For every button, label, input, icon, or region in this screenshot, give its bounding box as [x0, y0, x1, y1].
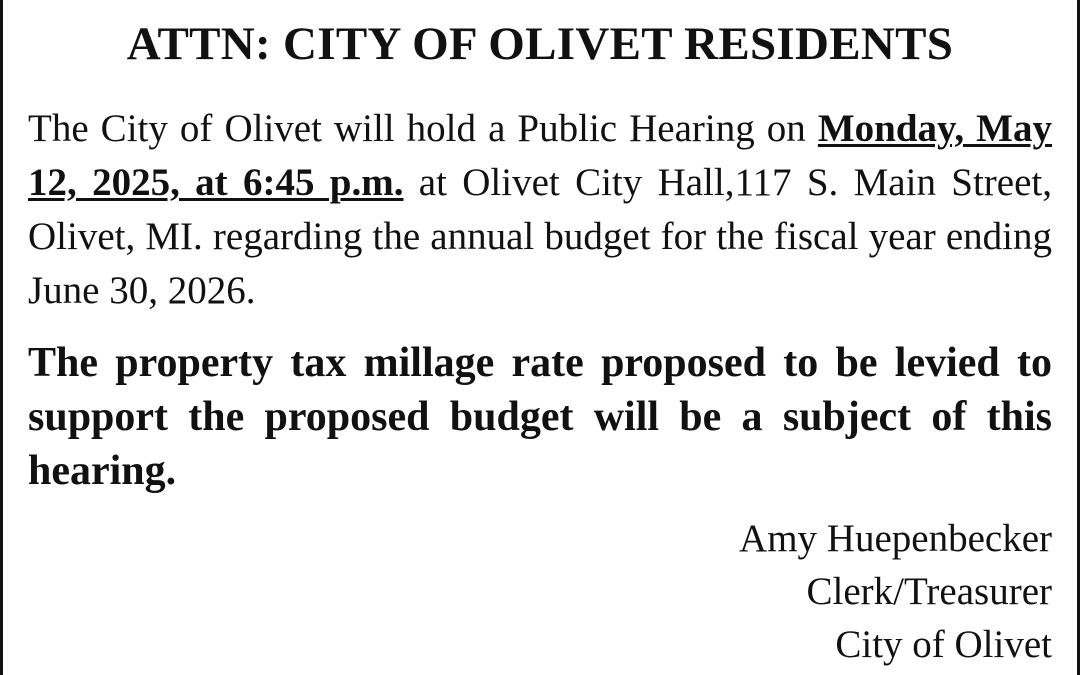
hearing-paragraph — [28, 102, 1052, 318]
signatory-position: Clerk/Treasurer — [806, 570, 1052, 613]
millage-statement: The property tax millage rate proposed to be levied to support the proposed budget will be a subject of this hearing. — [28, 340, 1052, 494]
hearing-datetime: Monday, May 12, 2025, at 6:45 p.m. — [28, 107, 1052, 204]
signatory-name: Amy Huepenbecker — [739, 517, 1052, 560]
intro-text: The City of Olivet will hold a Public Hearing on — [28, 107, 818, 150]
signature-block — [739, 512, 1052, 671]
location-text: at Olivet City Hall,117 S. Main Street, Olivet, MI. regarding the annual budget for the fiscal year ending June 30, 2026. — [28, 161, 1052, 312]
signatory-organization: City of Olivet — [835, 623, 1052, 666]
notice-title: ATTN: CITY OF OLIVET RESIDENTS — [126, 18, 954, 70]
